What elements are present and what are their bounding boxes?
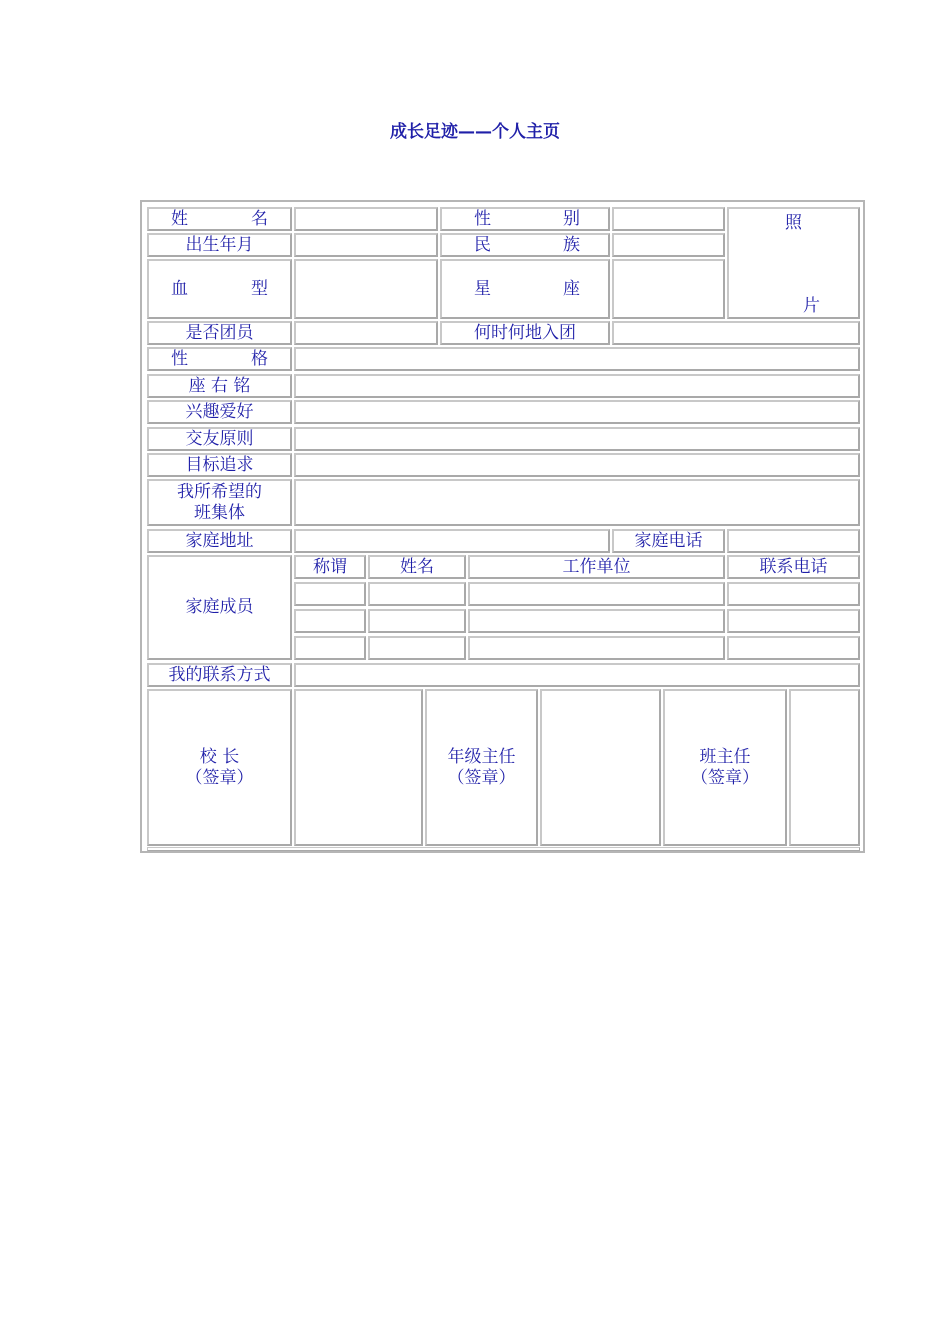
input-name[interactable]: [294, 207, 438, 231]
family-header-tel: 联系电话: [727, 555, 860, 579]
sign-head-teacher[interactable]: [789, 689, 860, 846]
input-blood[interactable]: [294, 259, 438, 319]
personal-profile-form: [140, 200, 865, 853]
bottom-strip: [147, 847, 860, 851]
family-header-work: 工作单位: [468, 555, 725, 579]
input-friend[interactable]: [294, 427, 860, 451]
input-star[interactable]: [612, 259, 725, 319]
input-hobby[interactable]: [294, 400, 860, 424]
label-head-teacher: 班主任 （签章）: [663, 689, 787, 846]
label-desired-class: 我所希望的 班集体: [147, 479, 292, 526]
input-league-when[interactable]: [612, 321, 860, 345]
photo-box[interactable]: [727, 207, 860, 319]
family-row-3-name[interactable]: [368, 636, 466, 660]
family-header-relation: 称谓: [294, 555, 366, 579]
sign-grade-director[interactable]: [540, 689, 661, 846]
input-character[interactable]: [294, 347, 860, 371]
input-phone[interactable]: [727, 529, 860, 553]
input-address[interactable]: [294, 529, 610, 553]
input-birth[interactable]: [294, 233, 438, 257]
label-league-when: 何时何地入团: [440, 321, 610, 345]
input-motto[interactable]: [294, 374, 860, 398]
label-star: 星 座: [440, 259, 610, 319]
input-contact[interactable]: [294, 663, 860, 687]
family-row-1-name[interactable]: [368, 582, 466, 606]
photo-label-bottom: 片: [803, 296, 820, 316]
sign-principal[interactable]: [294, 689, 423, 846]
label-ethnic: 民 族: [440, 233, 610, 257]
label-motto: 座 右 铭: [147, 374, 292, 398]
label-phone: 家庭电话: [612, 529, 725, 553]
family-row-2-name[interactable]: [368, 609, 466, 633]
input-league[interactable]: [294, 321, 438, 345]
input-desired-class[interactable]: [294, 479, 860, 526]
label-gender: 性 别: [440, 207, 610, 231]
label-principal: 校 长 （签章）: [147, 689, 292, 846]
family-row-2-tel[interactable]: [727, 609, 860, 633]
label-name: 姓 名: [147, 207, 292, 231]
label-family: 家庭成员: [147, 555, 292, 660]
family-row-2-work[interactable]: [468, 609, 725, 633]
label-friend: 交友原则: [147, 427, 292, 451]
label-address: 家庭地址: [147, 529, 292, 553]
label-contact: 我的联系方式: [147, 663, 292, 687]
label-hobby: 兴趣爱好: [147, 400, 292, 424]
family-row-3-tel[interactable]: [727, 636, 860, 660]
family-row-3-relation[interactable]: [294, 636, 366, 660]
label-blood: 血 型: [147, 259, 292, 319]
family-row-3-work[interactable]: [468, 636, 725, 660]
family-header-name: 姓名: [368, 555, 466, 579]
label-character: 性 格: [147, 347, 292, 371]
input-ethnic[interactable]: [612, 233, 725, 257]
label-birth: 出生年月: [147, 233, 292, 257]
label-goal: 目标追求: [147, 453, 292, 477]
label-league: 是否团员: [147, 321, 292, 345]
input-goal[interactable]: [294, 453, 860, 477]
family-row-1-tel[interactable]: [727, 582, 860, 606]
family-row-2-relation[interactable]: [294, 609, 366, 633]
photo-label-top: 照: [785, 213, 802, 233]
page-title: 成长足迹——个人主页: [390, 122, 560, 142]
family-row-1-work[interactable]: [468, 582, 725, 606]
input-gender[interactable]: [612, 207, 725, 231]
family-row-1-relation[interactable]: [294, 582, 366, 606]
label-grade-director: 年级主任 （签章）: [425, 689, 538, 846]
